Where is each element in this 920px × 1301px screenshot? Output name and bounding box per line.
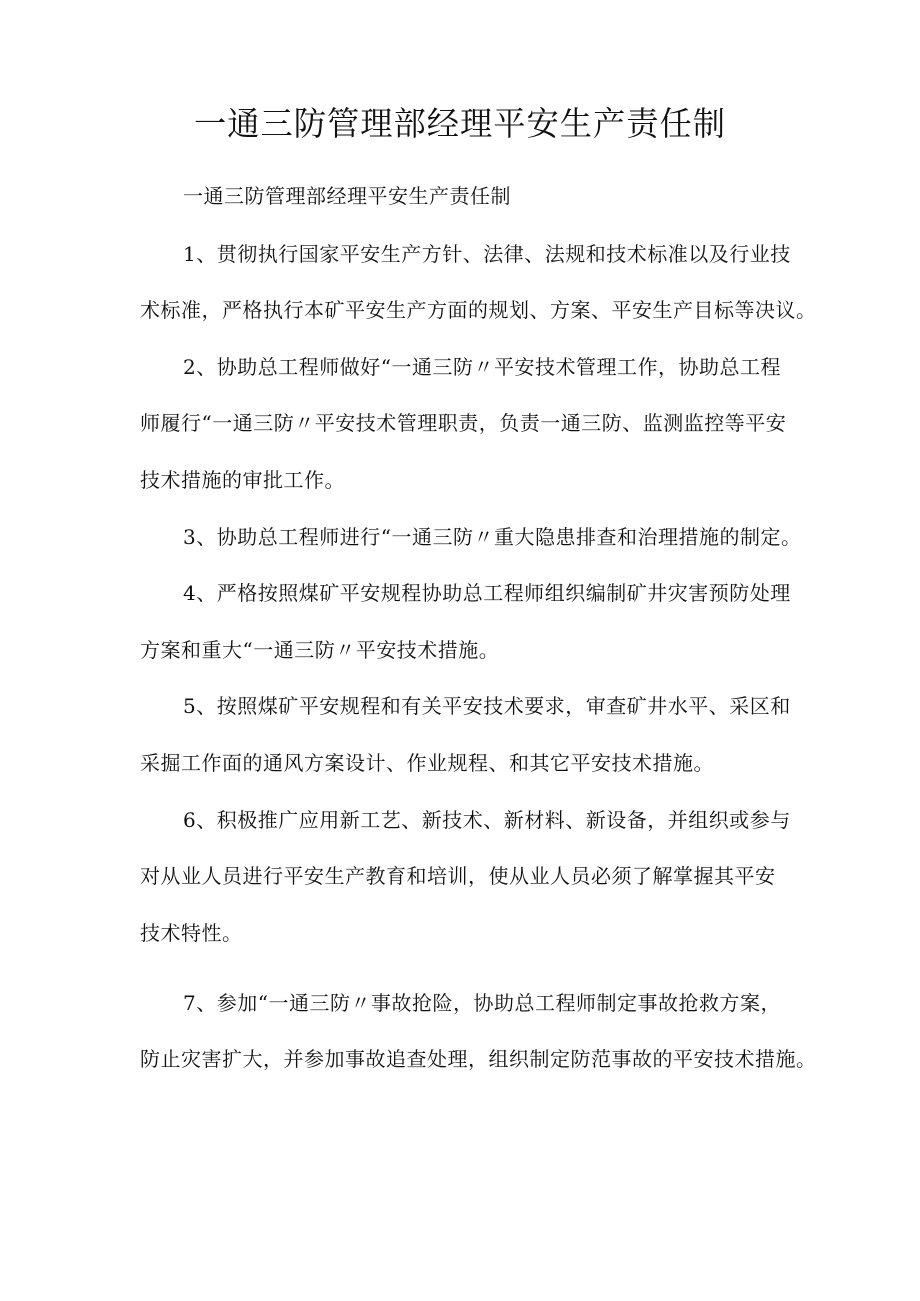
clause-line: 5、按照煤矿平安规程和有关平安技术要求，审查矿井水平、采区和: [183, 694, 791, 718]
clause-line: 方案和重大“一通三防〃平安技术措施。: [140, 638, 500, 662]
document-title: 一通三防管理部经理平安生产责任制: [193, 104, 727, 143]
clause-line: 7、参加“一通三防〃事故抢险，协助总工程师制定事故抢救方案，: [183, 991, 781, 1015]
clause-line: 3、协助总工程师进行“一通三防〃重大隐患排查和治理措施的制定。: [183, 525, 802, 549]
clause-line: 2、协助总工程师做好“一通三防〃平安技术管理工作，协助总工程: [183, 355, 781, 379]
clause-line: 6、积极推广应用新工艺、新技术、新材料、新设备，并组织或参与: [183, 808, 791, 832]
clause-line: 技术特性。: [140, 921, 243, 945]
clause-line: 1、贯彻执行国家平安生产方针、法律、法规和技术标准以及行业技: [183, 242, 791, 266]
clause-line: 4、严格按照煤矿平安规程协助总工程师组织编制矿井灾害预防处理: [183, 581, 791, 605]
clause-line: 师履行“一通三防〃平安技术管理职责，负责一通三防、监测监控等平安: [140, 411, 787, 435]
clause-line: 采掘工作面的通风方案设计、作业规程、和其它平安技术措施。: [140, 751, 714, 775]
clause-line: 对从业人员进行平安生产教育和培训，使从业人员必须了解掌握其平安: [140, 864, 776, 888]
clause-line: 防止灾害扩大，并参加事故追查处理，组织制定防范事故的平安技术措施。: [140, 1047, 817, 1071]
clause-line: 术标准，严格执行本矿平安生产方面的规划、方案、平安生产目标等决议。: [140, 298, 817, 322]
clause-line: 技术措施的审批工作。: [140, 468, 345, 492]
document-subtitle: 一通三防管理部经理平安生产责任制: [183, 184, 511, 208]
